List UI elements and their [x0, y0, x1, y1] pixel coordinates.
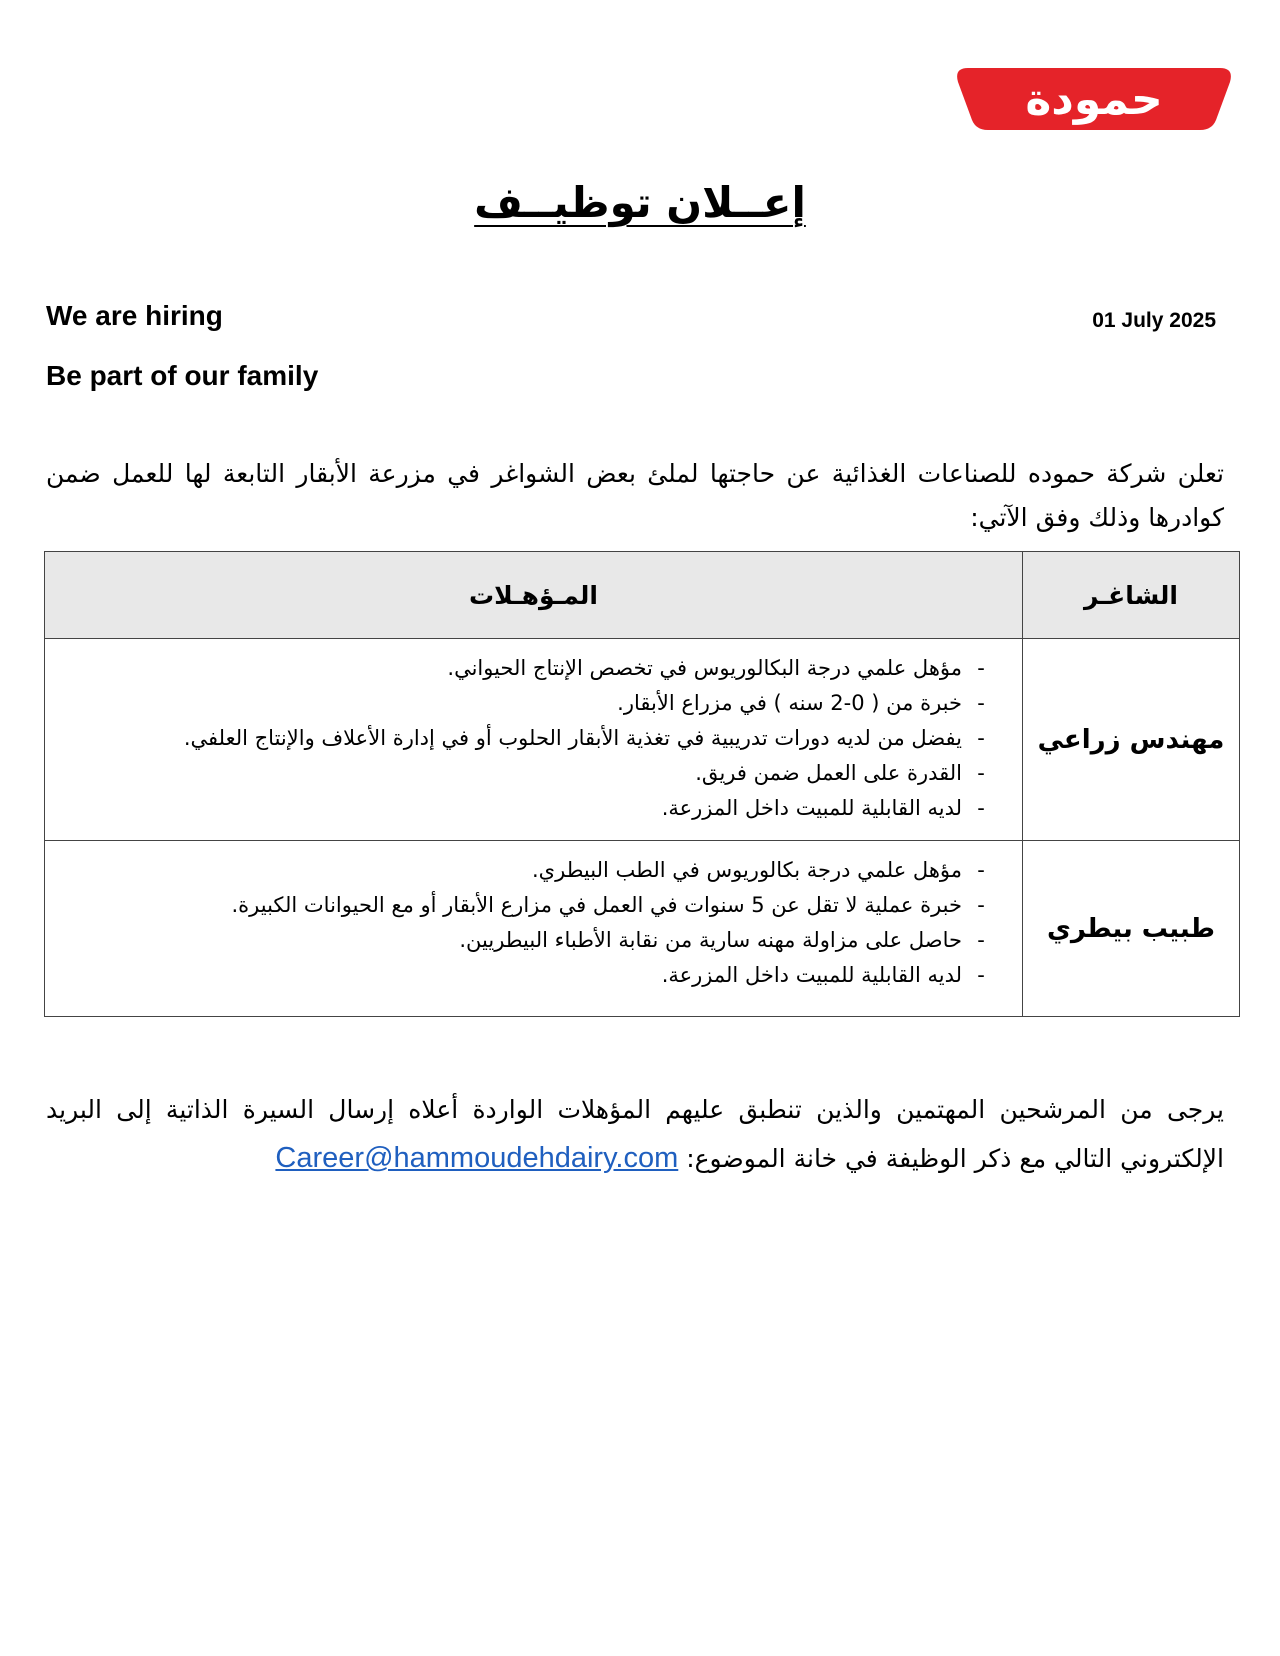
list-item [45, 686, 1000, 721]
qualification-text: لديه القابلية للمبيت داخل المزرعة. [661, 796, 962, 820]
header-position: الشاغـر [1023, 552, 1240, 639]
bullet-dash: - [977, 893, 985, 917]
page-title [0, 178, 1280, 227]
list-item [45, 853, 1000, 888]
position-agricultural-engineer: مهندس زراعي [1023, 639, 1240, 841]
header-qualifications: المـؤهـلات [45, 552, 1023, 639]
list-item [45, 721, 1000, 756]
bullet-dash: - [977, 656, 985, 680]
bullet-dash: - [977, 691, 985, 715]
closing-text: يرجى من المرشحين المهتمين والذين تنطبق عليهم المؤهلات الواردة أعلاه إرسال السيرة الذاتية إلى البريد الإلكتروني التالي مع ذكر الوظيفة في خانة الموضوع: [46, 1095, 1224, 1173]
jobs-table [44, 551, 1240, 1017]
qualification-text: مؤهل علمي درجة بكالوريوس في الطب البيطري. [532, 858, 962, 882]
qualifications-cell [45, 841, 1023, 1017]
list-item [45, 888, 1000, 923]
table-row [45, 639, 1240, 841]
bullet-dash: - [977, 761, 985, 785]
announcement-date: 01 July 2025 [1092, 309, 1216, 332]
intro-paragraph: تعلن شركة حموده للصناعات الغذائية عن حاجتها لملئ بعض الشواغر في مزرعة الأبقار التابعة لها للعمل ضمن كوادرها وذلك وفق الآتي: [46, 459, 1224, 532]
bullet-dash: - [977, 858, 985, 882]
bullet-dash: - [977, 928, 985, 952]
hiring-heading: We are hiring [46, 300, 223, 331]
list-item [45, 923, 1000, 958]
qualifications-cell [45, 639, 1023, 841]
position-veterinarian: طبيب بيطري [1023, 841, 1240, 1017]
qualifications-list [45, 651, 1022, 826]
qualification-text: مؤهل علمي درجة البكالوريوس في تخصص الإنتاج الحيواني. [447, 656, 962, 680]
qualification-text: لديه القابلية للمبيت داخل المزرعة. [661, 963, 962, 987]
career-email-link[interactable]: Career@hammoudehdairy.com [275, 1142, 679, 1174]
qualification-text: يفضل من لديه دورات تدريبية في تغذية الأبقار الحلوب أو في إدارة الأعلاف والإنتاج العلفي. [183, 726, 962, 750]
list-item [45, 756, 1000, 791]
table-header-row [45, 552, 1240, 639]
family-subheading: Be part of our family [46, 360, 319, 391]
table-row [45, 841, 1240, 1017]
list-item [45, 791, 1000, 826]
qualification-text: حاصل على مزاولة مهنه سارية من نقابة الأطباء البيطريين. [459, 928, 962, 952]
logo-text: حمودة [1025, 73, 1163, 125]
qualification-text: القدرة على العمل ضمن فريق. [695, 761, 962, 785]
bullet-dash: - [977, 726, 985, 750]
list-item [45, 651, 1000, 686]
qualification-text: خبرة عملية لا تقل عن 5 سنوات في العمل في مزارع الأبقار أو مع الحيوانات الكبيرة. [231, 893, 962, 917]
list-item [45, 958, 1000, 993]
qualification-text: خبرة من ( 0-2 سنه ) في مزراع الأبقار. [617, 691, 962, 715]
page-title-text: إعــلان توظيــف [474, 178, 806, 227]
bullet-dash: - [977, 796, 985, 820]
qualifications-list [45, 853, 1022, 993]
company-logo [950, 68, 1238, 130]
bullet-dash: - [977, 963, 985, 987]
closing-paragraph [46, 1086, 1224, 1183]
